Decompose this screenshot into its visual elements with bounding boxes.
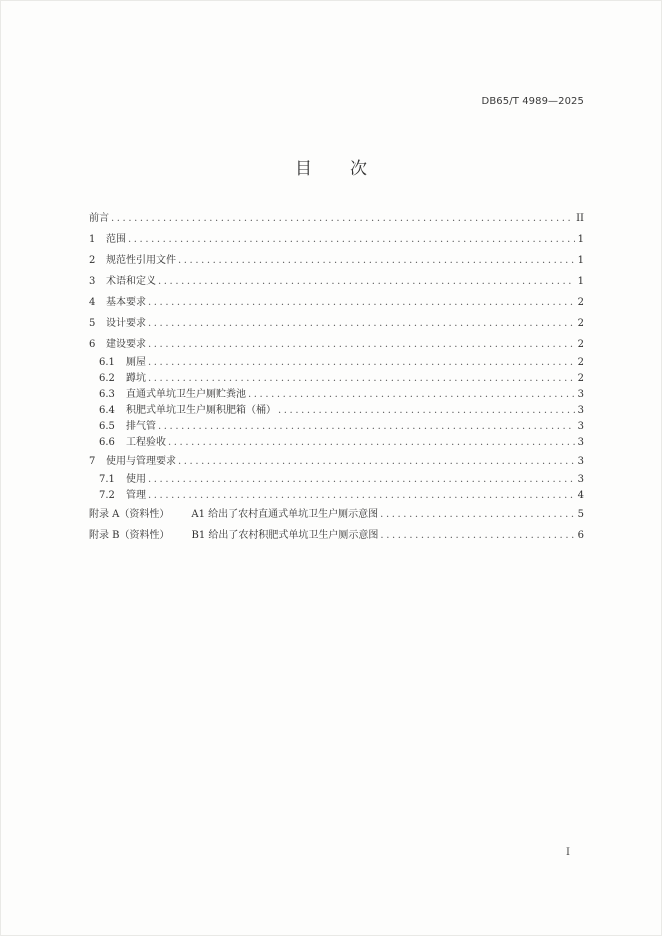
toc-entry-label: 使用与管理要求 (106, 456, 176, 467)
toc-entry-6-4[interactable] (89, 403, 584, 419)
toc-entry-label: 规范性引用文件 (106, 255, 176, 266)
toc-entry-page: 3 (577, 456, 584, 467)
toc-entry-number: 5 (89, 318, 96, 329)
toc-entry-page: 5 (577, 509, 584, 520)
toc-entry-label: 基本要求 (106, 297, 146, 308)
toc-entry-number: 7.2 (99, 490, 115, 501)
toc-entry-number: 6.2 (99, 373, 115, 384)
toc-dot-leader (148, 472, 575, 488)
toc-entry-page: 2 (577, 357, 584, 368)
toc-entry-number: 6.3 (99, 389, 115, 400)
toc-appendix-id: 附录 B（资料性） (89, 530, 170, 541)
toc-entry-5[interactable] (89, 313, 584, 334)
page-number: I (566, 847, 570, 858)
toc-entry-page: 2 (577, 318, 584, 329)
toc-entry-7-2[interactable] (89, 488, 584, 504)
toc-entry-page: 3 (577, 421, 584, 432)
toc-entry-label: B1 给出了农村积肥式单坑卫生户厕示意图 (191, 530, 379, 541)
toc-entry-6-3[interactable] (89, 387, 584, 403)
toc-entry-page: 3 (577, 405, 584, 416)
toc-entry-number: 6.5 (99, 421, 115, 432)
toc-entry-label: 直通式单坑卫生户厕贮粪池 (126, 389, 246, 400)
toc-entry-6-5[interactable] (89, 419, 584, 435)
toc-entry-page: 1 (577, 234, 584, 245)
toc-entry-number: 7.1 (99, 474, 115, 485)
toc-entry-label: 术语和定义 (106, 276, 156, 287)
toc-entry-page: II (576, 213, 584, 224)
toc-entry-appendix-a[interactable] (89, 504, 584, 525)
toc-dot-leader (178, 451, 575, 472)
toc-entry-page: 6 (577, 530, 584, 541)
toc-entry-page: 2 (577, 297, 584, 308)
toc-appendix-id: 附录 A（资料性） (89, 509, 170, 520)
toc-entry-page: 3 (577, 474, 584, 485)
toc-entry-3[interactable] (89, 271, 584, 292)
toc-entry-label: 前言 (89, 213, 109, 224)
toc-entry-7[interactable] (89, 451, 584, 472)
toc-dot-leader (380, 504, 575, 525)
toc-dot-leader (158, 419, 575, 435)
toc-dot-leader (148, 292, 575, 313)
toc-entry-page: 2 (577, 373, 584, 384)
toc-entry-page: 1 (577, 276, 584, 287)
toc-entry-label: 排气管 (126, 421, 156, 432)
toc-entry-label: 积肥式单坑卫生户厕积肥箱（桶） (126, 405, 276, 416)
toc-entry-number: 6.4 (99, 405, 115, 416)
toc-entry-label: 范围 (106, 234, 126, 245)
toc-entry-page: 2 (577, 339, 584, 350)
toc-entry-6-6[interactable] (89, 435, 584, 451)
toc-entry-4[interactable] (89, 292, 584, 313)
toc-entry-number: 6.1 (99, 357, 115, 368)
toc-entry-label: 设计要求 (106, 318, 146, 329)
toc-dot-leader (111, 208, 574, 229)
toc-entry-page: 3 (577, 389, 584, 400)
toc-entry-number: 3 (89, 276, 96, 287)
toc-entry-1[interactable] (89, 229, 584, 250)
toc-entry-page: 1 (577, 255, 584, 266)
toc-entry-2[interactable] (89, 250, 584, 271)
toc-dot-leader (168, 435, 575, 451)
toc-title: 目次 (295, 159, 405, 179)
toc-entry-number: 6.6 (99, 437, 115, 448)
toc-dot-leader (148, 334, 575, 355)
toc-dot-leader (128, 229, 575, 250)
toc-dot-leader (148, 371, 575, 387)
table-of-contents (89, 208, 584, 546)
toc-dot-leader (148, 488, 575, 504)
toc-entry-7-1[interactable] (89, 472, 584, 488)
toc-entry-label: 管理 (126, 490, 146, 501)
toc-dot-leader (158, 271, 575, 292)
toc-entry-label: 使用 (126, 474, 146, 485)
toc-dot-leader (278, 403, 575, 419)
toc-entry-page: 3 (577, 437, 584, 448)
toc-entry-number: 6 (89, 339, 96, 350)
toc-entry-6-2[interactable] (89, 371, 584, 387)
toc-entry-number: 2 (89, 255, 96, 266)
toc-entry-number: 4 (89, 297, 96, 308)
toc-entry-label: 厕屋 (126, 357, 146, 368)
toc-entry-label: 建设要求 (106, 339, 146, 350)
toc-dot-leader (148, 355, 575, 371)
toc-dot-leader (148, 313, 575, 334)
toc-dot-leader (178, 250, 575, 271)
toc-entry-number: 7 (89, 456, 96, 467)
toc-entry-label: 蹲坑 (126, 373, 146, 384)
document-code: DB65/T 4989—2025 (481, 96, 584, 107)
toc-entry-label: A1 给出了农村直通式单坑卫生户厕示意图 (191, 509, 379, 520)
toc-entry-appendix-b[interactable] (89, 525, 584, 546)
toc-entry-6[interactable] (89, 334, 584, 355)
toc-dot-leader (380, 525, 575, 546)
toc-entry-page: 4 (577, 490, 584, 501)
toc-dot-leader (248, 387, 575, 403)
toc-entry-number: 1 (89, 234, 96, 245)
toc-entry-6-1[interactable] (89, 355, 584, 371)
toc-entry-foreword[interactable] (89, 208, 584, 229)
toc-entry-label: 工程验收 (126, 437, 166, 448)
